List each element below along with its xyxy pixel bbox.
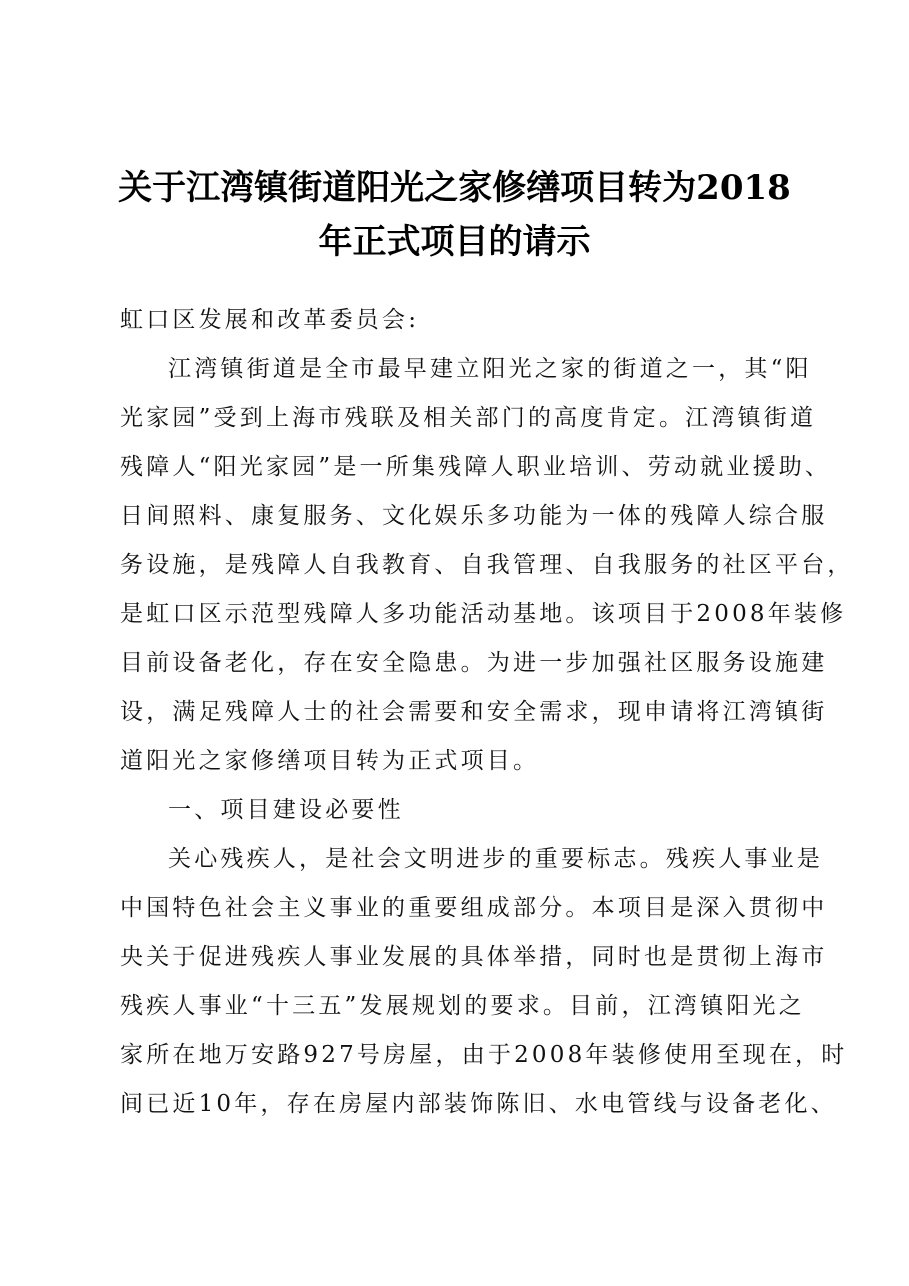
- paragraph-line: 中国特色社会主义事业的重要组成部分。本项目是深入贯彻中: [120, 895, 828, 921]
- paragraph-line: 日间照料、康复服务、文化娱乐多功能为一体的残障人综合服: [120, 503, 828, 529]
- paragraph-line: 残疾人事业“十三五”发展规划的要求。目前，江湾镇阳光之: [120, 993, 805, 1019]
- paragraph-line: 残障人“阳光家园”是一所集残障人职业培训、劳动就业援助、: [120, 454, 832, 480]
- paragraph-line: 央关于促进残疾人事业发展的具体举措，同时也是贯彻上海市: [120, 944, 828, 970]
- salutation: 虹口区发展和改革委员会:: [120, 307, 420, 333]
- paragraph-line: 道阳光之家修缮项目转为正式项目。: [120, 748, 540, 774]
- paragraph-line: 家所在地万安路927号房屋，由于2008年装修使用至现在，时: [120, 1042, 848, 1068]
- paragraph-line: 关心残疾人，是社会文明进步的重要标志。残疾人事业是: [168, 846, 823, 872]
- document-title-line-1: 关于江湾镇街道阳光之家修缮项目转为2018: [118, 168, 791, 208]
- paragraph-line: 间已近10年，存在房屋内部装饰陈旧、水电管线与设备老化、: [120, 1091, 837, 1117]
- paragraph-line: 设，满足残障人士的社会需要和安全需求，现申请将江湾镇街: [120, 699, 828, 725]
- paragraph-line: 是虹口区示范型残障人多功能活动基地。该项目于2008年装修: [120, 601, 847, 627]
- paragraph-line: 光家园”受到上海市残联及相关部门的高度肯定。江湾镇街道: [120, 405, 817, 431]
- section-heading: 一、项目建设必要性: [168, 797, 404, 823]
- paragraph-line: 目前设备老化，存在安全隐患。为进一步加强社区服务设施建: [120, 650, 828, 676]
- paragraph-line: 江湾镇街道是全市最早建立阳光之家的街道之一，其“阳: [168, 356, 812, 382]
- document-title-line-2: 年正式项目的请示: [318, 222, 591, 262]
- paragraph-line: 务设施，是残障人自我教育、自我管理、自我服务的社区平台，: [120, 552, 854, 578]
